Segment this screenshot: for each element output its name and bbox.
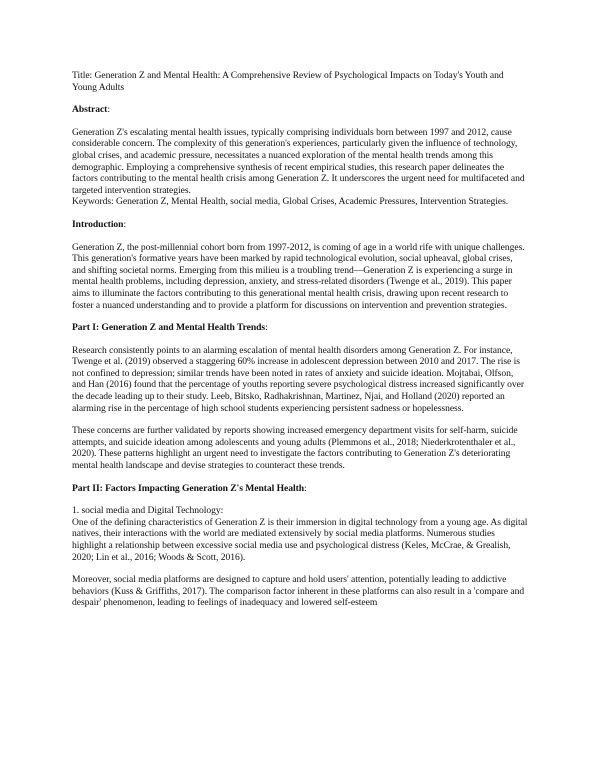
heading-colon: : [123,218,127,230]
heading-colon: : [107,104,110,116]
document-title: Title: Generation Z and Mental Health: A Comprehensive Review of Psychological Impacts on Today's Youth and Young Adults [72,70,504,93]
part2-heading-label: Part II: Factors Impacting Generation Z's Mental Health [72,482,304,494]
introduction-paragraph: Generation Z, the post-millennial cohort born from 1997-2012, is coming of age in a world rife with unique challenges. This generation's formative years have been marked by rapid technological evolution, social upheaval, global crises, and shifting societal norms. Emerging from this milieu is a troubling trend—Generation Z is experiencing a surge in mental health problems, including depression, anxiety, and stress-related disorders (Twenge et al., 2019). This paper aims to illuminate the factors contributing to this generational mental health crisis, drawing upon recent research to foster a nuanced understanding and to provide a platform for discussions on intervention and prevention strategies. [72,241,525,311]
keywords-line: Keywords: Generation Z, Mental Health, social media, Global Crises, Academic Pressures, Intervention Strategies. [72,196,509,208]
part1-paragraph-2: These concerns are further validated by reports showing increased emergency department visits for self-harm, suicide attempts, and suicide ideation among adolescents and young adults (Plemmons et al., 2018; Niederkrotenthaler et al., 2020). These patterns highlight an urgent need to investigate the factors contributing to Generation Z's deteriorating mental health landscape and devise strategies to counteract these trends. [72,425,518,472]
heading-colon: : [265,322,268,334]
part1-heading [72,322,528,334]
part2-paragraph-2: Moreover, social media platforms are designed to capture and hold users' attention, potentially leading to addictive behaviors (Kuss & Griffiths, 2017). The comparison factor inherent in these platforms can also result in a 'compare and despair' phenomenon, leading to feelings of inadequacy and lowered self-esteem [72,574,525,609]
part1-heading-label: Part I: Generation Z and Mental Health Trends [72,322,266,334]
document-page [72,70,528,609]
abstract-heading-label: Abstract [72,104,108,116]
part2-paragraph-1: One of the defining characteristics of Generation Z is their immersion in digital technology from a young age. As digital natives, their interactions with the world are mediated extensively by social media platforms. Numerous studies highlight a relationship between excessive social media use and psychological distress (Keles, McCrae, & Grealish, 2020; Lin et al., 2016; Woods & Scott, 2016). [72,516,528,563]
abstract-heading [72,104,528,116]
part2-subheading-1: 1. social media and Digital Technology: [72,505,224,517]
abstract-paragraph: Generation Z's escalating mental health issues, typically comprising individuals born between 1997 and 2012, cause considerable concern. The complexity of this generation's experiences, particularly given the influence of technology, global crises, and academic pressure, necessitates a nuanced exploration of the mental health trends among this demographic. Employing a comprehensive synthesis of recent empirical studies, this research paper delineates the factors contributing to the mental health crisis among Generation Z. It underscores the urgent need for multifaceted and targeted intervention strategies. [72,126,525,196]
heading-colon: : [304,482,307,494]
part2-heading [72,483,528,495]
introduction-heading-label: Introduction [72,218,124,230]
introduction-heading [72,219,528,231]
part1-paragraph-1: Research consistently points to an alarming escalation of mental health disorders among Generation Z. For instance, Twenge et al. (2019) observed a staggering 60% increase in adolescent depression between 2010 and 2017. The rise is not confined to depression; similar trends have been noted in rates of anxiety and suicide ideation. Mojtabai, Olfson, and Han (2016) found that the percentage of youths reporting severe psychological distress increased significantly over the decade leading up to their study. Leeb, Bitsko, Radhakrishnan, Martinez, Njai, and Holland (2020) reported an alarming rise in the percentage of high school students experiencing persistent sadness or hopelessness. [72,344,525,414]
